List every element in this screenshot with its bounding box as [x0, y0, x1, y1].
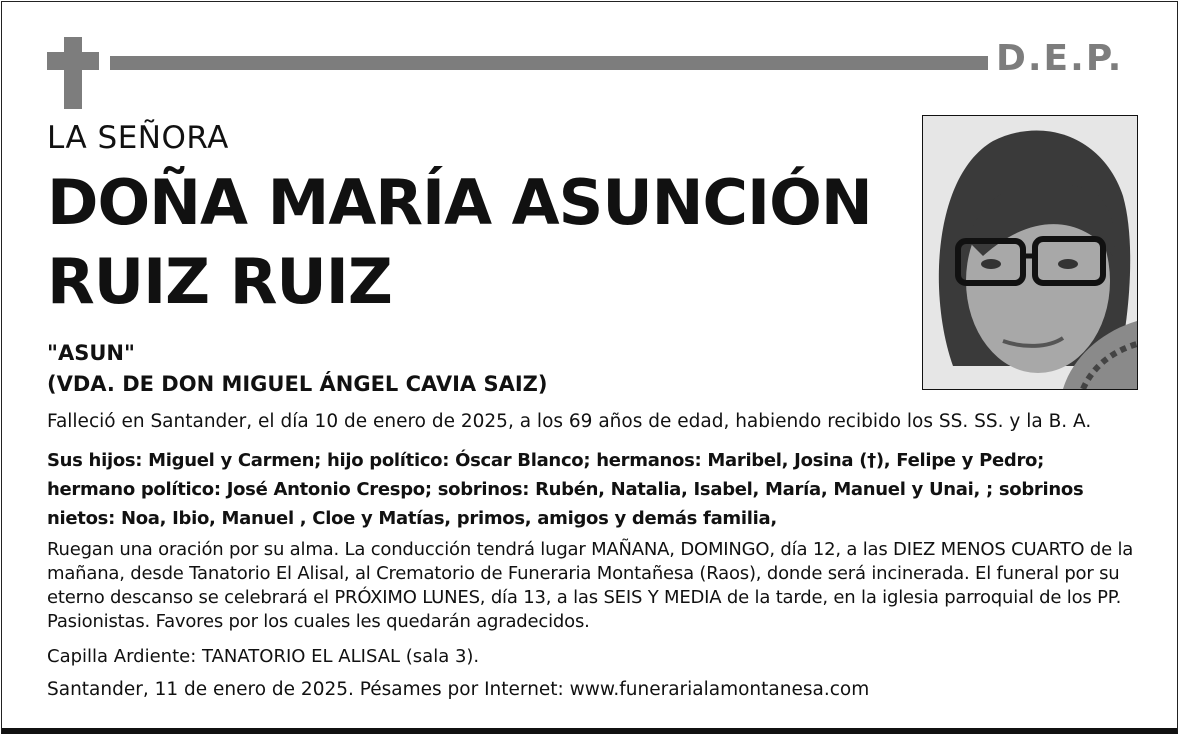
cross-vertical-bar	[64, 37, 82, 109]
deceased-name	[47, 163, 872, 321]
widow-of: (VDA. DE DON MIGUEL ÁNGEL CAVIA SAIZ)	[47, 372, 548, 396]
footer-condolences: Santander, 11 de enero de 2025. Pésames por Internet: www.funerarialamontanesa.com	[47, 679, 870, 700]
family-list: Sus hijos: Miguel y Carmen; hijo político: Óscar Blanco; hermanos: Maribel, Josina (†), Felipe y Pedro; hermano político: José Antonio Crespo; sobrinos: Rubén, Natalia, Isabel, María, Manuel y Unai, ; sobrinos nietos: Noa, Ibio, Manuel , Cloe y Matías, primos, amigos y demás familia,	[47, 450, 1084, 529]
name-line-2: RUIZ RUIZ	[47, 245, 392, 318]
title-label: LA SEÑORA	[47, 120, 229, 156]
chapel-info: Capilla Ardiente: TANATORIO EL ALISAL (sala 3).	[47, 646, 480, 667]
name-line-1: DOÑA MARÍA ASUNCIÓN	[47, 166, 872, 239]
dep-label: D.E.P.	[996, 38, 1124, 79]
nickname: "ASUN"	[47, 341, 135, 365]
header-rule	[110, 56, 988, 70]
death-statement: Falleció en Santander, el día 10 de enero de 2025, a los 69 años de edad, habiendo recibido los SS. SS. y la B. A.	[47, 411, 1092, 432]
portrait-photo	[922, 115, 1138, 390]
ceremony-details: Ruegan una oración por su alma. La conducción tendrá lugar MAÑANA, DOMINGO, día 12, a las DIEZ MENOS CUARTO de la mañana, desde Tanatorio El Alisal, al Crematorio de Funeraria Montañesa (Raos), donde será incinerada. El funeral por su eterno descanso se celebrará el PRÓXIMO LUNES, día 13, a las SEIS Y MEDIA de la tarde, en la iglesia parroquial de los PP. Pasionistas. Favores por los cuales les quedarán agradecidos.	[47, 539, 1134, 632]
cross-horizontal-bar	[47, 52, 99, 70]
